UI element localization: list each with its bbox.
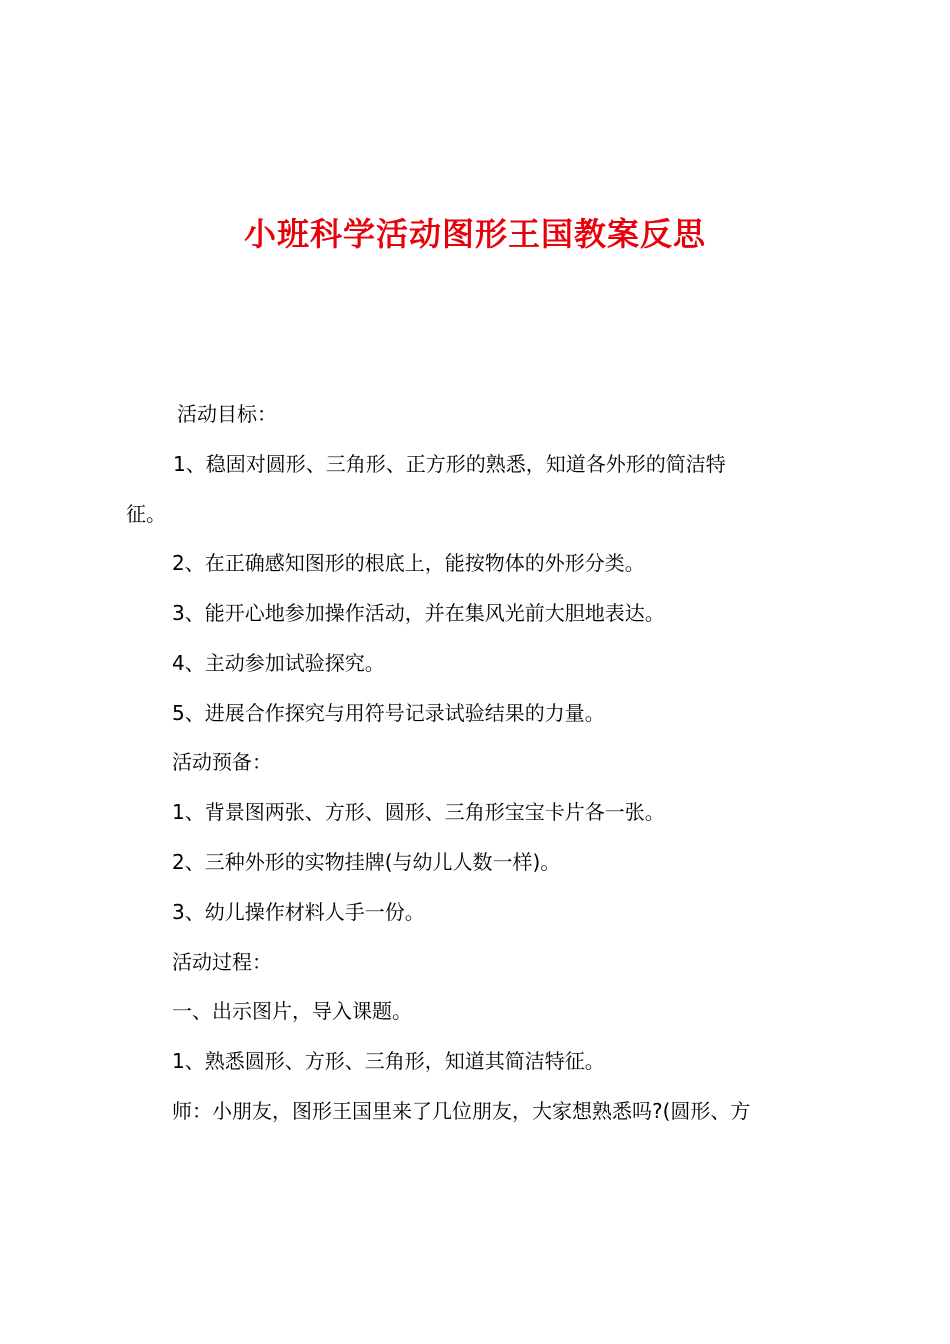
paragraph-teacher-speech: 师：小朋友，图形王国里来了几位朋友，大家想熟悉吗?(圆形、方 [172, 1099, 751, 1123]
paragraph-goal-4: 4、主动参加试验探究。 [172, 651, 385, 675]
section-heading-goals: 活动目标： [177, 402, 277, 426]
paragraph-goal-1-continued: 征。 [126, 502, 166, 526]
section-heading-process: 活动过程： [172, 950, 272, 974]
paragraph-process-1: 一、出示图片，导入课题。 [172, 999, 412, 1023]
paragraph-prep-1: 1、背景图两张、方形、圆形、三角形宝宝卡片各一张。 [172, 800, 665, 824]
paragraph-goal-5: 5、进展合作探究与用符号记录试验结果的力量。 [172, 701, 605, 725]
paragraph-process-1-1: 1、熟悉圆形、方形、三角形，知道其简洁特征。 [172, 1049, 605, 1073]
paragraph-goal-1: 1、稳固对圆形、三角形、正方形的熟悉，知道各外形的简洁特 [173, 452, 726, 476]
paragraph-prep-2: 2、三种外形的实物挂牌(与幼儿人数一样)。 [172, 850, 561, 874]
paragraph-goal-2: 2、在正确感知图形的根底上，能按物体的外形分类。 [172, 551, 645, 575]
section-heading-preparation: 活动预备： [172, 750, 272, 774]
paragraph-prep-3: 3、幼儿操作材料人手一份。 [172, 900, 425, 924]
paragraph-goal-3: 3、能开心地参加操作活动，并在集风光前大胆地表达。 [172, 601, 665, 625]
document-title: 小班科学活动图形王国教案反思 [243, 215, 706, 253]
